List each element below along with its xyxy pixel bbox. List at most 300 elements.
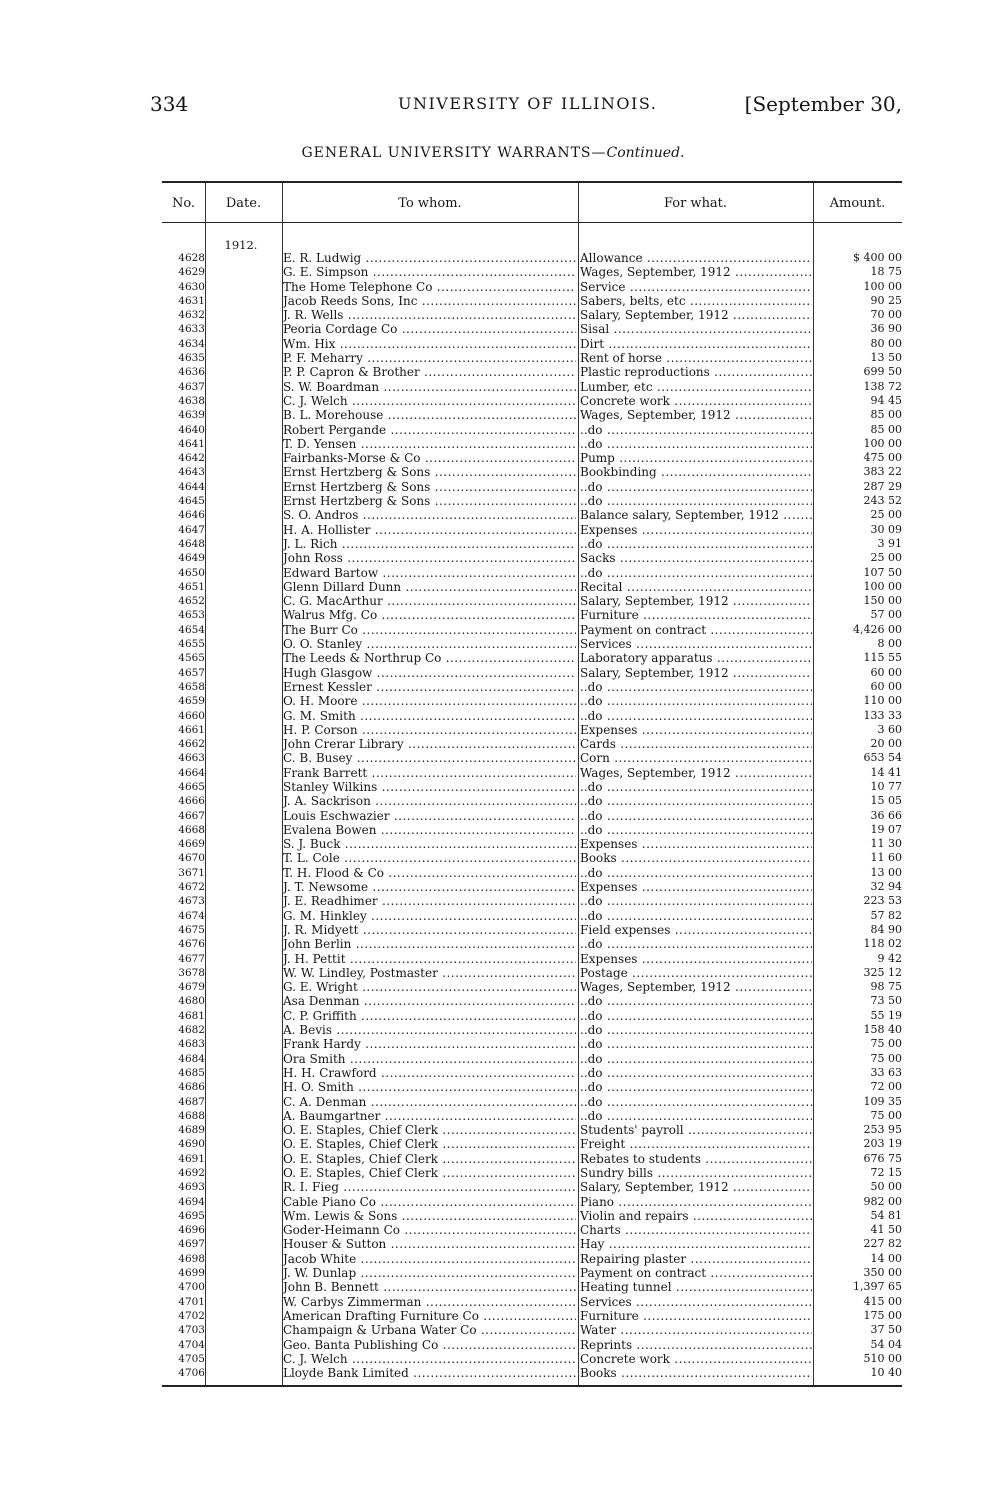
table-row [162, 866, 902, 880]
payee [283, 694, 576, 708]
payee-text: O. E. Staples, Chief Clerk ..... [283, 1166, 576, 1180]
payee [283, 1209, 576, 1223]
warrant-number [162, 823, 205, 837]
warrant-number-text: 4677 [178, 952, 205, 965]
warrant-number-text: 4682 [178, 1024, 205, 1037]
purpose-text: Services ..... [580, 637, 812, 651]
payee-text: G. M. Smith ..... [283, 709, 576, 723]
purpose [580, 966, 812, 980]
purpose [580, 694, 812, 708]
warrant-number [162, 265, 205, 279]
payee [283, 709, 576, 723]
payee [283, 394, 576, 408]
purpose [580, 1180, 812, 1194]
amount [814, 523, 902, 537]
purpose-text: Expenses ..... [580, 952, 812, 966]
amount-text: 1,397 65 [853, 1280, 902, 1294]
purpose-text: Lumber, etc ..... [580, 380, 812, 394]
table-row [162, 1280, 902, 1294]
amount [814, 437, 902, 451]
payee-text: Geo. Banta Publishing Co ..... [283, 1338, 576, 1352]
warrant-number [162, 308, 205, 322]
amount [814, 551, 902, 565]
payee [283, 280, 576, 294]
payee [283, 608, 576, 622]
running-head [150, 92, 902, 116]
payee-text: Asa Denman ..... [283, 994, 576, 1008]
payee [283, 1280, 576, 1294]
amount [814, 580, 902, 594]
warrant-number [162, 1095, 205, 1109]
payee-text: O. E. Staples, Chief Clerk ..... [283, 1152, 576, 1166]
payee [283, 1080, 576, 1094]
payee-text: Ernst Hertzberg & Sons ..... [283, 465, 576, 479]
purpose [580, 994, 812, 1008]
amount-text: 70 00 [870, 308, 902, 322]
purpose [580, 1295, 812, 1309]
purpose [580, 423, 812, 437]
warrant-number [162, 766, 205, 780]
warrant-number-text: 4676 [178, 938, 205, 951]
payee [283, 322, 576, 336]
warrant-number-text: 4635 [178, 352, 205, 365]
payee [283, 451, 576, 465]
purpose [580, 523, 812, 537]
payee [283, 994, 576, 1008]
purpose-text: ..do ..... [580, 566, 812, 580]
amount [814, 909, 902, 923]
amount-text: 115 55 [863, 651, 902, 665]
payee-text: C. J. Welch ..... [283, 1352, 576, 1366]
amount-text: 30 09 [870, 522, 902, 536]
table-row [162, 837, 902, 851]
amount-text: 20 00 [870, 737, 902, 751]
purpose-text: Concrete work ..... [580, 394, 812, 408]
purpose [580, 1052, 812, 1066]
warrant-number-text: 4632 [178, 309, 205, 322]
purpose [580, 1209, 812, 1223]
payee-text: G. M. Hinkley ..... [283, 909, 576, 923]
warrant-number-text: 4644 [178, 480, 205, 493]
purpose-text: ..do ..... [580, 1066, 812, 1080]
amount-text: 9 42 [877, 951, 902, 965]
payee-text: John Berlin ..... [283, 937, 576, 951]
table-row [162, 1052, 902, 1066]
purpose [580, 651, 812, 665]
purpose [580, 1237, 812, 1251]
warrant-number-text: 4649 [178, 552, 205, 565]
warrant-number [162, 651, 205, 665]
payee-text: Peoria Cordage Co ..... [283, 322, 576, 336]
amount-text: 14 00 [870, 1251, 902, 1265]
table-row [162, 1109, 902, 1123]
warrant-number [162, 1280, 205, 1294]
purpose [580, 894, 812, 908]
warrant-number [162, 623, 205, 637]
table-row [162, 766, 902, 780]
payee-text: John Ross ..... [283, 551, 576, 565]
purpose-text: Books ..... [580, 1366, 812, 1380]
amount [814, 1180, 902, 1194]
payee [283, 494, 576, 508]
payee [283, 1338, 576, 1352]
table-row [162, 1223, 902, 1237]
payee-text: John B. Bennett ..... [283, 1280, 576, 1294]
purpose-text: Sacks ..... [580, 551, 812, 565]
purpose [580, 322, 812, 336]
warrant-number-text: 4645 [178, 495, 205, 508]
purpose [580, 1166, 812, 1180]
warrant-number [162, 666, 205, 680]
purpose-text: Piano ..... [580, 1195, 812, 1209]
warrant-number [162, 1080, 205, 1094]
table-row [162, 280, 902, 294]
purpose-text: ..do ..... [580, 1095, 812, 1109]
warrant-number [162, 880, 205, 894]
amount [814, 1037, 902, 1051]
payee-text: O. O. Stanley ..... [283, 637, 576, 651]
journal-title: UNIVERSITY OF ILLINOIS. [398, 94, 658, 113]
warrant-number-text: 4679 [178, 981, 205, 994]
payee-text: Jacob White ..... [283, 1252, 576, 1266]
payee-text: The Burr Co ..... [283, 623, 576, 637]
warrant-number [162, 437, 205, 451]
table-row [162, 1352, 902, 1366]
warrant-number [162, 1338, 205, 1352]
payee [283, 680, 576, 694]
column-header-amount: Amount. [829, 196, 886, 211]
warrant-number [162, 480, 205, 494]
amount-text: 32 94 [870, 880, 902, 894]
amount [814, 1152, 902, 1166]
warrant-number-text: 3678 [178, 966, 205, 979]
table-row [162, 1266, 902, 1280]
purpose [580, 537, 812, 551]
amount-text: 54 04 [870, 1337, 902, 1351]
amount-text: 253 95 [863, 1123, 902, 1137]
amount [814, 1223, 902, 1237]
amount [814, 980, 902, 994]
table-row [162, 1366, 902, 1380]
table-row [162, 537, 902, 551]
amount [814, 594, 902, 608]
purpose-text: ..do ..... [580, 866, 812, 880]
purpose [580, 666, 812, 680]
amount-text: 84 90 [870, 922, 902, 936]
purpose [580, 1152, 812, 1166]
amount [814, 923, 902, 937]
amount-text: 982 00 [863, 1194, 902, 1208]
purpose-text: Heating tunnel ..... [580, 1280, 812, 1294]
amount-text: 75 00 [870, 1108, 902, 1122]
payee [283, 1223, 576, 1237]
payee-text: H. A. Hollister ..... [283, 523, 576, 537]
warrant-number [162, 937, 205, 951]
payee-text: Frank Barrett ..... [283, 766, 576, 780]
warrant-number-text: 4661 [178, 723, 205, 736]
warrant-number [162, 408, 205, 422]
payee-text: Ernest Kessler ..... [283, 680, 576, 694]
payee-text: Ora Smith ..... [283, 1052, 576, 1066]
payee-text: Edward Bartow ..... [283, 566, 576, 580]
warrants-table-body [162, 251, 902, 1380]
payee-text: A. Baumgartner ..... [283, 1109, 576, 1123]
table-row [162, 680, 902, 694]
payee [283, 351, 576, 365]
table-row [162, 508, 902, 522]
amount-text: 41 50 [870, 1223, 902, 1237]
warrant-number-text: 4694 [178, 1195, 205, 1208]
warrant-number [162, 1252, 205, 1266]
purpose [580, 709, 812, 723]
warrant-number-text: 4650 [178, 566, 205, 579]
payee-text: S. W. Boardman ..... [283, 380, 576, 394]
amount-text: 3 60 [877, 722, 902, 736]
payee-text: The Leeds & Northrup Co ..... [283, 651, 576, 665]
purpose-text: ..do ..... [580, 494, 812, 508]
table-row [162, 1180, 902, 1194]
table-row [162, 1123, 902, 1137]
payee-text: C. P. Griffith ..... [283, 1009, 576, 1023]
warrant-number [162, 723, 205, 737]
amount-text: 510 00 [863, 1351, 902, 1365]
table-row [162, 880, 902, 894]
warrant-number-text: 4634 [178, 337, 205, 350]
warrant-number-text: 4689 [178, 1124, 205, 1137]
amount [814, 280, 902, 294]
purpose-text: ..do ..... [580, 437, 812, 451]
warrant-number [162, 952, 205, 966]
payee [283, 766, 576, 780]
warrant-number-text: 4642 [178, 452, 205, 465]
warrant-number [162, 1323, 205, 1337]
payee-text: W. Carbys Zimmerman ..... [283, 1295, 576, 1309]
payee [283, 880, 576, 894]
warrant-number [162, 909, 205, 923]
payee-text: American Drafting Furniture Co ..... [283, 1309, 576, 1323]
purpose-text: ..do ..... [580, 823, 812, 837]
warrant-number-text: 4628 [178, 252, 205, 264]
amount [814, 837, 902, 851]
amount-text: 14 41 [870, 765, 902, 779]
amount-text: 18 75 [870, 265, 902, 279]
amount [814, 365, 902, 379]
payee [283, 1366, 576, 1380]
purpose [580, 737, 812, 751]
payee-text: Wm. Lewis & Sons ..... [283, 1209, 576, 1223]
payee [283, 508, 576, 522]
payee-text: B. L. Morehouse ..... [283, 408, 576, 422]
payee [283, 1123, 576, 1137]
payee-text: Ernst Hertzberg & Sons ..... [283, 480, 576, 494]
warrant-number [162, 580, 205, 594]
purpose-text: Recital ..... [580, 580, 812, 594]
purpose-text: ..do ..... [580, 694, 812, 708]
amount-text: 175 00 [863, 1308, 902, 1322]
purpose [580, 809, 812, 823]
amount-text: 33 63 [870, 1065, 902, 1079]
purpose-text: Wages, September, 1912 ..... [580, 265, 812, 279]
warrant-number-text: 4690 [178, 1138, 205, 1151]
amount-text: 110 00 [863, 694, 902, 708]
payee [283, 923, 576, 937]
warrant-number [162, 1223, 205, 1237]
purpose-text: ..do ..... [580, 909, 812, 923]
table-row [162, 451, 902, 465]
purpose [580, 408, 812, 422]
warrant-number [162, 837, 205, 851]
warrant-number-text: 4662 [178, 738, 205, 751]
purpose-text: Concrete work ..... [580, 1352, 812, 1366]
payee [283, 809, 576, 823]
table-row [162, 494, 902, 508]
warrant-number-text: 4693 [178, 1181, 205, 1194]
amount-text: 10 40 [870, 1366, 902, 1380]
amount-text: 415 00 [863, 1294, 902, 1308]
table-row [162, 380, 902, 394]
amount [814, 1252, 902, 1266]
amount [814, 1237, 902, 1251]
table-row [162, 694, 902, 708]
warrant-number-text: 4643 [178, 466, 205, 479]
amount [814, 623, 902, 637]
purpose [580, 623, 812, 637]
warrant-number-text: 4665 [178, 780, 205, 793]
amount [814, 451, 902, 465]
payee [283, 1166, 576, 1180]
payee [283, 1037, 576, 1051]
warrant-number [162, 394, 205, 408]
table-row [162, 580, 902, 594]
amount-text: 80 00 [870, 336, 902, 350]
purpose [580, 551, 812, 565]
payee-text: Jacob Reeds Sons, Inc ..... [283, 294, 576, 308]
warrant-number-text: 4638 [178, 394, 205, 407]
payee-text: Houser & Sutton ..... [283, 1237, 576, 1251]
payee [283, 337, 576, 351]
purpose [580, 494, 812, 508]
payee [283, 594, 576, 608]
warrant-number [162, 1152, 205, 1166]
purpose [580, 851, 812, 865]
payee [283, 1309, 576, 1323]
payee [283, 623, 576, 637]
table-title-text: GENERAL UNIVERSITY WARRANTS— [301, 145, 607, 161]
purpose [580, 1366, 812, 1380]
warrant-number [162, 1309, 205, 1323]
table-row [162, 623, 902, 637]
purpose-text: ..do ..... [580, 1052, 812, 1066]
payee [283, 551, 576, 565]
amount [814, 1295, 902, 1309]
payee [283, 580, 576, 594]
purpose-text: ..do ..... [580, 1080, 812, 1094]
amount [814, 423, 902, 437]
payee [283, 1352, 576, 1366]
amount-text: 55 19 [870, 1008, 902, 1022]
warrant-number-text: 4654 [178, 623, 205, 636]
warrant-number-text: 4637 [178, 380, 205, 393]
purpose [580, 365, 812, 379]
table-row [162, 608, 902, 622]
warrant-number-text: 4700 [178, 1281, 205, 1294]
payee-text: Ernst Hertzberg & Sons ..... [283, 494, 576, 508]
warrant-number [162, 537, 205, 551]
amount-text: 25 00 [870, 508, 902, 522]
payee-text: J. R. Wells ..... [283, 308, 576, 322]
payee-text: J. H. Pettit ..... [283, 952, 576, 966]
warrant-number [162, 794, 205, 808]
purpose-text: Wages, September, 1912 ..... [580, 408, 812, 422]
purpose-text: ..do ..... [580, 937, 812, 951]
purpose [580, 1352, 812, 1366]
header-date: [September 30, [744, 92, 902, 116]
warrant-number-text: 4565 [178, 652, 205, 665]
payee [283, 1252, 576, 1266]
purpose-text: Salary, September, 1912 ..... [580, 594, 812, 608]
warrant-number-text: 4701 [178, 1295, 205, 1308]
purpose-text: Freight ..... [580, 1137, 812, 1151]
purpose [580, 594, 812, 608]
payee [283, 1180, 576, 1194]
amount [814, 1052, 902, 1066]
purpose [580, 337, 812, 351]
page-number: 334 [150, 92, 189, 116]
payee [283, 465, 576, 479]
amount-text: 19 07 [870, 822, 902, 836]
purpose [580, 351, 812, 365]
purpose-text: Wages, September, 1912 ..... [580, 980, 812, 994]
purpose [580, 1066, 812, 1080]
purpose-text: Repairing plaster ..... [580, 1252, 812, 1266]
purpose-text: Salary, September, 1912 ..... [580, 1180, 812, 1194]
table-row [162, 751, 902, 765]
warrant-number-text: 4660 [178, 709, 205, 722]
amount-text: 227 82 [863, 1237, 902, 1251]
table-row [162, 594, 902, 608]
warrant-number [162, 594, 205, 608]
warrant-number [162, 809, 205, 823]
payee [283, 1152, 576, 1166]
purpose-text: Violin and repairs ..... [580, 1209, 812, 1223]
purpose [580, 1323, 812, 1337]
warrant-number-text: 4687 [178, 1095, 205, 1108]
amount-text: 11 60 [870, 851, 902, 865]
table-row [162, 1195, 902, 1209]
amount [814, 608, 902, 622]
warrant-number-text: 3671 [178, 866, 205, 879]
purpose [580, 265, 812, 279]
amount [814, 751, 902, 765]
warrant-number-text: 4639 [178, 409, 205, 422]
payee [283, 751, 576, 765]
purpose-text: ..do ..... [580, 537, 812, 551]
payee [283, 894, 576, 908]
payee [283, 365, 576, 379]
amount [814, 994, 902, 1008]
amount-text: 54 81 [870, 1208, 902, 1222]
payee-text: T. L. Cole ..... [283, 851, 576, 865]
amount-text: 133 33 [863, 708, 902, 722]
amount [814, 1080, 902, 1094]
payee-text: T. D. Yensen ..... [283, 437, 576, 451]
amount-text: 10 77 [870, 779, 902, 793]
amount-text: 150 00 [863, 594, 902, 608]
warrant-number [162, 737, 205, 751]
warrant-number [162, 494, 205, 508]
table-row [162, 737, 902, 751]
amount-text: 350 00 [863, 1266, 902, 1280]
